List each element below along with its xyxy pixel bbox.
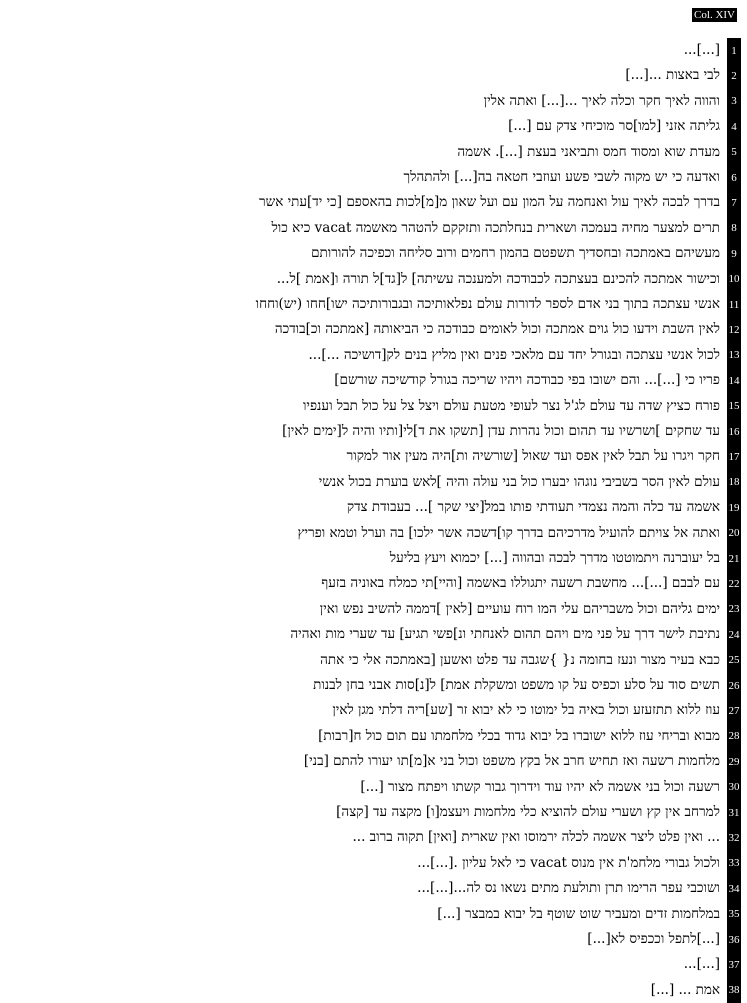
line-text: ואתה אל צויתם להועיל מדרכיהם בדרך קו]דשכה אשר ילכו] בה וערל וטמא ופריץ	[297, 524, 720, 541]
line-number: 35	[727, 902, 741, 927]
line-number: 21	[727, 546, 741, 571]
text-line	[6, 902, 741, 927]
line-text: רשעה וכול בני אשמה לא יהיו עוד וידרוך גבור קשתו ויפתח מצור [...]	[360, 778, 720, 795]
text-line	[6, 140, 741, 165]
line-text: נתיבת לישר דרך על פני מים ויהם תהום לאנחתי ונ]פשי תגיע] עד שערי מות ואהיה	[290, 626, 720, 643]
line-text: אנשי עצתכה בתוך בני אדם לספר לדורות עולם נפלאותיכה ובגבורותיכה ישו]חחו (יש)וחחו	[255, 296, 720, 312]
line-text: גליתה אזני [למו]סר מוכיחי צדק עם [...]	[508, 118, 720, 135]
line-text: ושוכבי עפר הרימו תרן ותולעת מתים נשאו נס לה...[...]...	[417, 880, 720, 897]
line-number: 34	[727, 876, 741, 901]
line-text: עוז ללוא תתזעזע וכול באיה בל ימוטו כי לא יבוא זר [שע]ריה דלתי מגן לאין	[332, 702, 720, 719]
text-line	[6, 521, 741, 546]
line-number: 20	[727, 521, 741, 546]
text-line	[6, 775, 741, 800]
line-text: למרחב אין קץ ושערי עולם להוציא כלי מלחמות ויעצמ[ו] מקצה עד [קצה]	[336, 804, 720, 820]
line-text: כבא בעיר מצור ונעז בחומה נ{ }שגבה עד פלט ואשען [באמתכה אלי כי אתה	[320, 651, 720, 668]
line-number: 12	[727, 317, 741, 342]
text-line	[6, 648, 741, 673]
line-number: 37	[727, 952, 741, 977]
line-text: חקר ויגרו על תבל לאין אפס ועד שאול [שורשיה ות]היה מעין אור למקור	[346, 448, 720, 465]
text-line	[6, 317, 741, 342]
line-number: 33	[727, 851, 741, 876]
line-number: 8	[727, 216, 741, 241]
line-text: אמת ... [...]	[650, 981, 720, 998]
text-line	[6, 749, 741, 774]
line-number: 11	[727, 292, 741, 317]
line-number: 5	[727, 140, 741, 165]
line-number: 30	[727, 775, 741, 800]
line-number: 23	[727, 597, 741, 622]
text-line	[6, 952, 741, 977]
text-line	[6, 368, 741, 393]
text-line	[6, 724, 741, 749]
text-line	[6, 470, 741, 495]
line-text: אשמה עד כלה והמה נצמדי תעודתי פותו במל[יצי שקר ]... בעבודת צדק	[346, 499, 720, 516]
line-text: ולכול גבורי מלחמ'ת אין מנוס vacat כי לאל עליון .[...]...	[417, 854, 720, 871]
text-line	[6, 978, 741, 1003]
line-number: 13	[727, 343, 741, 368]
line-text: פורח כציץ שדה עד עולם לג'ל נצר לעופי מטעת עולם ויצל צל על כול תבל וענפיו	[302, 397, 720, 414]
line-text: תשים סוד על סלע וכפיס על קו משפט ומשקלת אמת] ל[נ]סות אבני בחן לבנות	[313, 677, 720, 693]
line-number: 18	[727, 470, 741, 495]
line-text: פריו כי [...]... והם ישובו בפי כבודכה ויהיו שריכה בגורל קודשיכה שורשם]	[334, 372, 720, 389]
line-number: 16	[727, 419, 741, 444]
line-text: לבי באצות ...[...]	[625, 67, 720, 84]
line-text: לאין השבת וידעו כול גוים אמתכה וכול לאומים כבודכה כי הביאותה [אמתכה וכ]בודכה	[274, 321, 720, 338]
text-line	[6, 394, 741, 419]
line-text: ימים גליהם וכול משבריהם עלי המו רוח עועיים [לאין ]דממה להשיב נפש ואין	[319, 600, 720, 617]
text-line	[6, 165, 741, 190]
text-line	[6, 241, 741, 266]
text-line	[6, 876, 741, 901]
line-text: [...]לתפל וככפיס לא[...]	[587, 931, 720, 947]
line-text: עד שחקים ]ושרשיו עד תהום וכול נהרות עדן [תשקו את ד]לי[ותיו והיה ל[ימים לאין]	[282, 423, 720, 439]
line-number: 14	[727, 368, 741, 393]
line-number: 22	[727, 571, 741, 596]
text-line	[6, 216, 741, 241]
line-text: מעדת שוא ומסוד חמס ותביאני בעצת [...]. אשמה	[457, 143, 720, 160]
line-number: 29	[727, 749, 741, 774]
line-number: 24	[727, 622, 741, 647]
text-line	[6, 114, 741, 139]
text-line	[6, 546, 741, 571]
line-text: מלחמות רשעה ואז תחיש חרב אל בקץ משפט וכול בני א[מ]תו יעורו להתם [בני]	[303, 753, 720, 770]
line-text: מבוא ובריחי עוז ללוא ישוברו בל יבוא גדוד בכלי מלחמתו עם תום כול ח[רבות]	[318, 727, 720, 744]
line-text: וכישור אמתכה להכינם בעצתכה לכבודכה ולמענכה עשיתה] ל[גד]ל תורה ו[אמת ]ל...	[276, 270, 720, 287]
text-line	[6, 927, 741, 952]
line-number: 17	[727, 444, 741, 469]
text-line	[6, 343, 741, 368]
text-line	[6, 673, 741, 698]
line-text: עם לבבם [...]... מחשבת רשעה יתגוללו באשמה [והיי]תי כמלח באוניה בזעף	[321, 575, 720, 592]
line-number: 38	[727, 978, 741, 1003]
line-number: 9	[727, 241, 741, 266]
text-line	[6, 698, 741, 723]
text-line	[6, 495, 741, 520]
text-line	[6, 419, 741, 444]
line-text: [...]...	[683, 956, 720, 973]
text-line	[6, 444, 741, 469]
line-number: 27	[727, 698, 741, 723]
line-text: [...]...	[683, 42, 720, 58]
line-number: 4	[727, 114, 741, 139]
text-line	[6, 597, 741, 622]
line-number: 6	[727, 165, 741, 190]
line-text: עולם לאין הסר בשביבי נוגהו יבערו כול בני עולה והיה ]לאש בוערת בכול אנשי	[318, 473, 720, 490]
line-number: 2	[727, 63, 741, 88]
line-number: 26	[727, 673, 741, 698]
line-text: במלחמות זדים ומעביר שוט שוטף בל יבוא במבצר [...]	[437, 905, 720, 922]
text-line	[6, 571, 741, 596]
text-line	[6, 89, 741, 114]
text-line	[6, 267, 741, 292]
transcription-page	[6, 38, 741, 998]
line-text: בל יעוברנה ויתמוטטו מדרך לבכה ובהווה [...] יכמוא ויעץ בליעל	[389, 550, 720, 566]
text-line	[6, 851, 741, 876]
text-line	[6, 190, 741, 215]
line-text: לכול אנשי עצתכה ובגורל יחד עם מלאכי פנים ואין מליץ בנים לק[דושיכה ...]...	[308, 346, 720, 363]
line-number: 3	[727, 89, 741, 114]
column-label: Col. XIV	[694, 9, 735, 21]
line-number: 31	[727, 800, 741, 825]
line-text: תרים למצער מחיה בעמכה ושארית בנחלתכה ותזקקם להטהר מאשמה vacat כיא כול	[271, 219, 720, 236]
line-number: 10	[727, 267, 741, 292]
text-line	[6, 38, 741, 63]
line-number: 32	[727, 825, 741, 850]
line-number: 28	[727, 724, 741, 749]
line-text: בדרך לבכה לאיך עול ואנחמה על המון עם ועל שאון מ[מ]לכות בהאספם [כי יד]עתי אשר	[259, 194, 720, 211]
text-line	[6, 63, 741, 88]
line-number: 25	[727, 648, 741, 673]
line-text: והווה לאיך חקר וכלה לאיך ...[...] ואתה אלין	[483, 92, 720, 109]
line-number: 7	[727, 190, 741, 215]
text-line	[6, 825, 741, 850]
line-number: 15	[727, 394, 741, 419]
text-line	[6, 622, 741, 647]
line-number: 19	[727, 495, 741, 520]
line-number: 36	[727, 927, 741, 952]
text-line	[6, 292, 741, 317]
text-line	[6, 800, 741, 825]
line-number: 1	[727, 38, 741, 63]
line-text: ... ואין פלט ליצר אשמה לכלה ירמוסו ואין שארית [ואין] תקוה ברוב ...	[352, 829, 720, 846]
line-text: ואדעה כי יש מקוה לשבי פשע ועוזבי חטאה בה[...] ולהתהלך	[403, 169, 720, 185]
line-text: מעשיהם באמתכה ובחסדיך תשפטם בהמון רחמים ורוב סליחה וכפיכה להורותם	[311, 245, 720, 262]
